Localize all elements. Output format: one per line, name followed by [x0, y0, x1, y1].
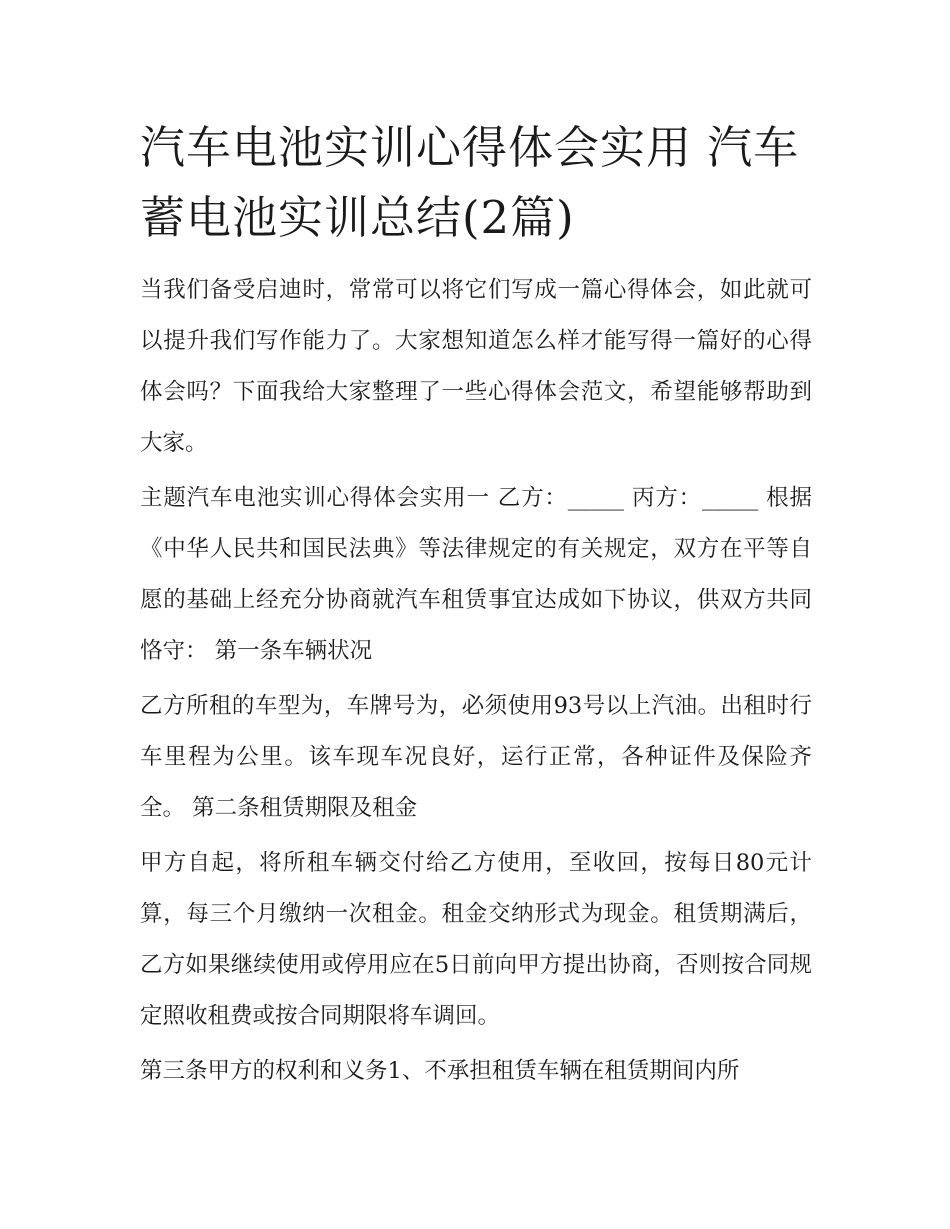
- rental-term-paragraph: 甲方自起，将所租车辆交付给乙方使用，至收回，按每日80元计算，每三个月缴纳一次租金。租金交纳形式为现金。租赁期满后，乙方如果继续使用或停用应在5日前向甲方提出协商，否则按合同规定照收租费或按合同期限将车调回。: [140, 850, 812, 1029]
- party-a-rights-paragraph: 第三条甲方的权利和义务1、不承担租赁车辆在租赁期间内所: [140, 1058, 740, 1084]
- intro-paragraph: 当我们备受启迪时，常常可以将它们写成一篇心得体会，如此就可以提升我们写作能力了。大家想知道怎么样才能写得一篇好的心得体会吗？下面我给大家整理了一些心得体会范文，希望能够帮助到大家。: [140, 277, 812, 456]
- document-body: [140, 113, 812, 1101]
- vehicle-condition-paragraph: 乙方所租的车型为，车牌号为，必须使用93号以上汽油。出租时行车里程为公里。该车现车况良好，运行正常，各种证件及保险齐全。 第二条租赁期限及租金: [140, 693, 812, 821]
- document-title: 汽车电池实训心得体会实用 汽车蓄电池实训总结(2篇): [140, 121, 800, 244]
- contract-intro-paragraph: 主题汽车电池实训心得体会实用一 乙方：_____ 丙方：_____ 根据《中华人民共和国民法典》等法律规定的有关规定，双方在平等自愿的基础上经充分协商就汽车租赁事宜达成如下协议，供双方共同恪守： 第一条车辆状况: [140, 485, 812, 664]
